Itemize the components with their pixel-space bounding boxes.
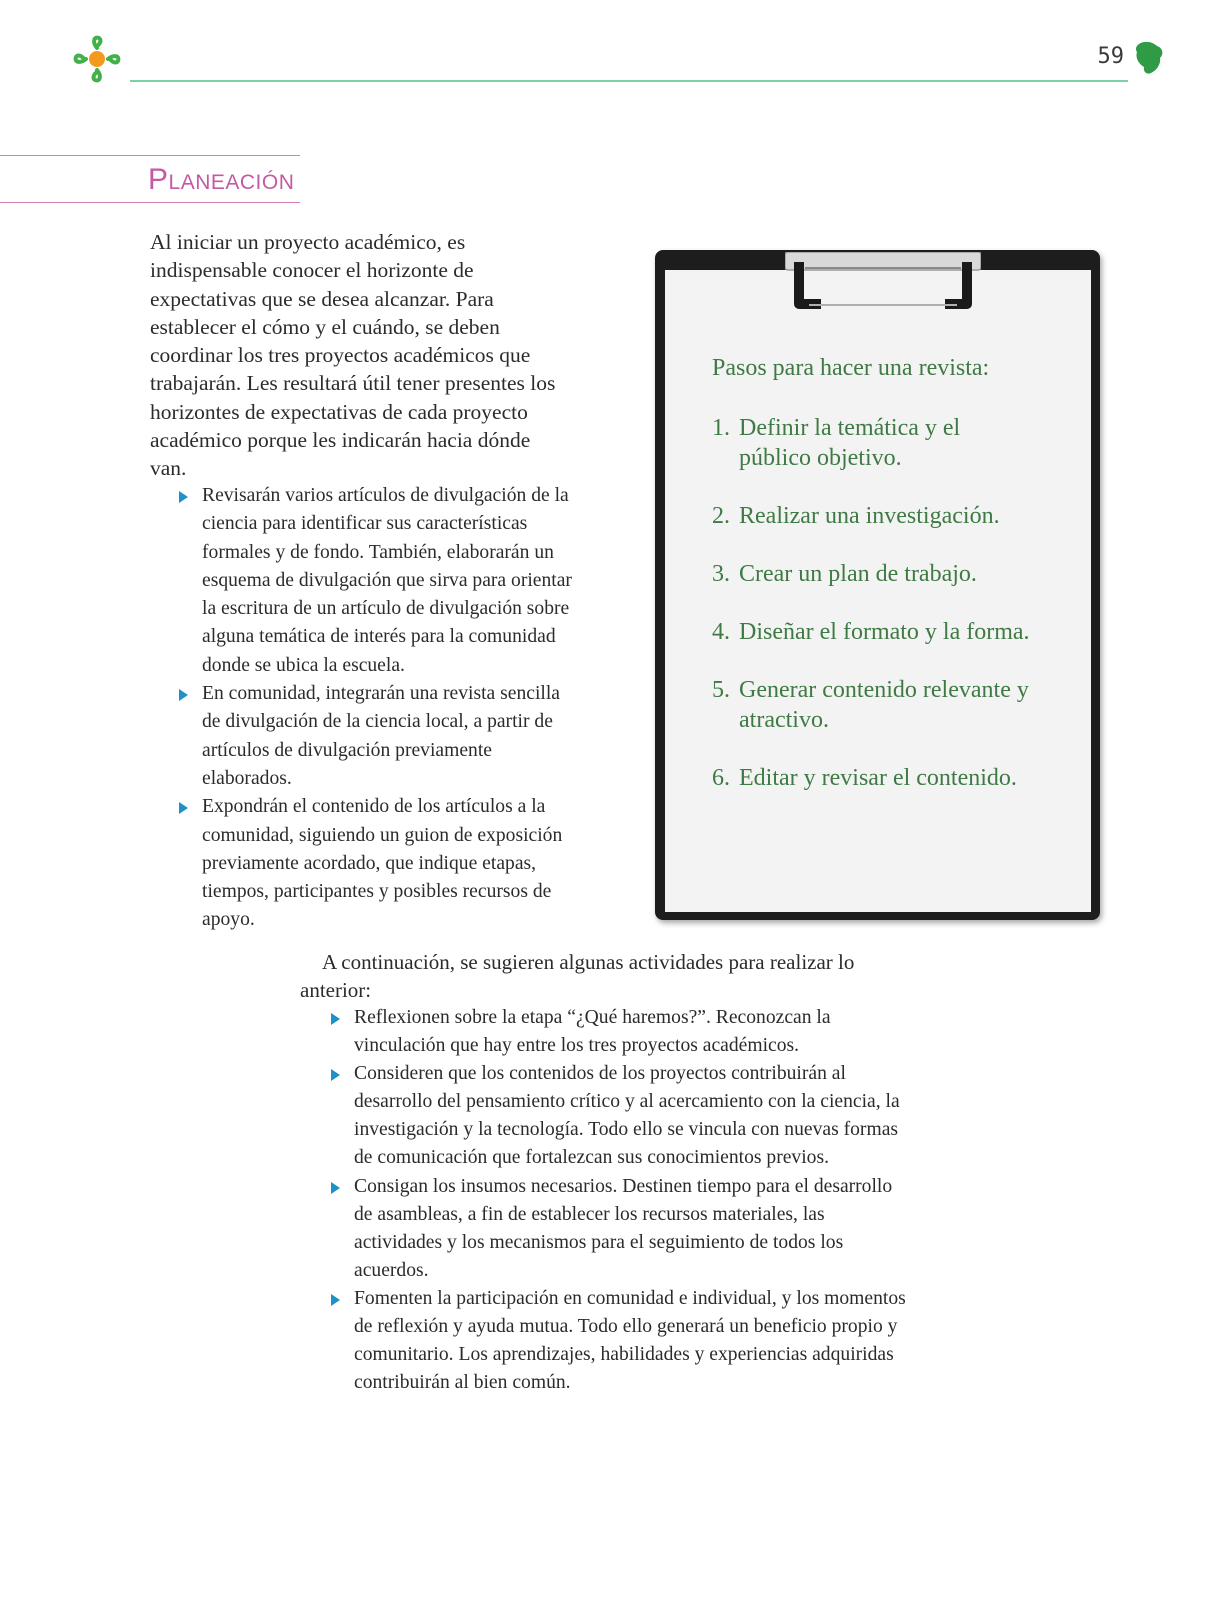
objectives-list xyxy=(202,482,580,935)
list-item-text: Consideren que los contenidos de los proyectos contribuirán al desarrollo del pensamiento crítico y al acercamiento con la ciencia, la investigación y la tecnología. Todo ello se vincula con nuevas formas de comunicación que fortalezcan sus conocimientos previos. xyxy=(354,1063,900,1169)
step-item: 2. Realizar una investigación. xyxy=(712,503,1000,529)
section-title: Planeación xyxy=(148,163,295,196)
title-rule-top xyxy=(0,155,300,156)
steps-list xyxy=(712,414,1082,794)
list-item-text: Reflexionen sobre la etapa “¿Qué haremos?”. Reconozcan la vinculación que hay entre los tres proyectos académicos. xyxy=(354,1007,831,1057)
list-item xyxy=(202,793,580,934)
list-item xyxy=(354,1004,914,1060)
bullet-triangle-icon xyxy=(179,491,188,503)
list-item xyxy=(202,680,580,793)
list-item-text: Consigan los insumos necesarios. Destinen tiempo para el desarrollo de asambleas, a fin de establecer los recursos materiales, las actividades y los mecanismos para el seguimiento de todos los acuerdos. xyxy=(354,1175,893,1281)
activities-intro: A continuación, se sugieren algunas actividades para realizar lo anterior: xyxy=(300,950,855,1002)
green-map-icon xyxy=(1133,40,1165,76)
step-item: 6. Editar y revisar el contenido. xyxy=(712,765,1017,791)
bullet-triangle-icon xyxy=(331,1013,340,1025)
intro-paragraph: Al iniciar un proyecto académico, es indispensable conocer el horizonte de expectativas que se desea alcanzar. Para establecer el cómo y el cuándo, se deben coordinar los tres proyectos académicos que trabajarán. Les resultará útil tener presentes los horizontes de expectativas de cada proyecto académico porque les indicarán hacia dónde van. xyxy=(150,230,556,481)
header-rule xyxy=(130,80,1128,82)
clipboard-clip-icon xyxy=(785,252,981,312)
bullet-triangle-icon xyxy=(179,802,188,814)
step-item: 4. Diseñar el formato y la forma. xyxy=(712,619,1030,645)
activities-list xyxy=(354,1004,914,1397)
step-item: 3. Crear un plan de trabajo. xyxy=(712,561,977,587)
bullet-triangle-icon xyxy=(331,1069,340,1081)
step-item: 1. Definir la temática y el público objetivo. xyxy=(712,415,961,471)
title-rule-bottom xyxy=(0,202,300,203)
bullet-triangle-icon xyxy=(179,689,188,701)
step-item: 5. Generar contenido relevante y atractivo. xyxy=(712,677,1029,733)
list-item-text: Expondrán el contenido de los artículos a la comunidad, siguiendo un guion de exposición previamente acordado, que indique etapas, tiempos, participantes y posibles recursos de apoyo. xyxy=(202,796,563,931)
list-item-text: En comunidad, integrarán una revista sencilla de divulgación de la ciencia local, a partir de artículos de divulgación previamente elaborados. xyxy=(202,683,560,789)
clipboard-heading: Pasos para hacer una revista: xyxy=(712,355,990,381)
page-number: 59 xyxy=(1097,44,1124,69)
list-item-text: Fomenten la participación en comunidad e individual, y los momentos de reflexión y ayuda mutua. Todo ello generará un beneficio propio y comunitario. Los aprendizajes, habilidades y experiencias adquiridas contribuirán al bien común. xyxy=(354,1287,906,1394)
list-item xyxy=(354,1060,914,1172)
bullet-triangle-icon xyxy=(331,1294,340,1306)
list-item xyxy=(202,482,580,680)
list-item xyxy=(354,1173,914,1285)
flower-logo-icon xyxy=(72,34,122,84)
list-item-text: Revisarán varios artículos de divulgación de la ciencia para identificar sus características formales y de fondo. También, elaborarán un esquema de divulgación que sirva para orientar la escritura de un artículo de divulgación sobre alguna temática de interés para la comunidad donde se ubica la escuela. xyxy=(202,485,572,676)
bullet-triangle-icon xyxy=(331,1182,340,1194)
list-item xyxy=(354,1285,914,1397)
